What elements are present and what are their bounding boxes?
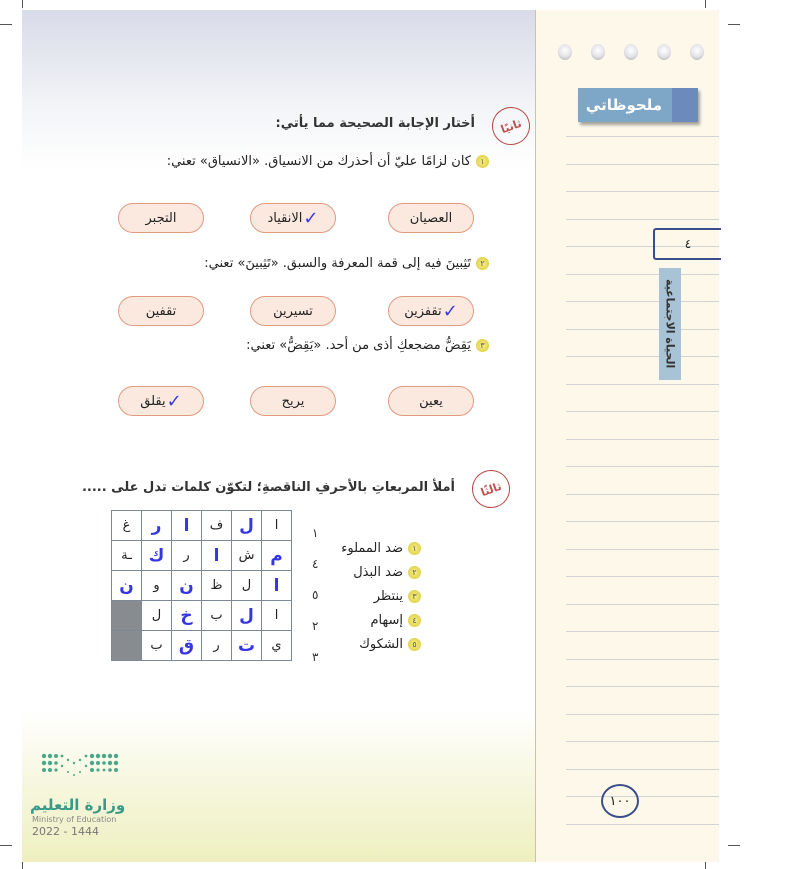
- grid-cell: و: [142, 571, 172, 601]
- grid-cell-blank: [112, 601, 142, 631]
- question-1: [167, 154, 489, 169]
- notes-tab-accent: [672, 88, 698, 122]
- grid-cell: ا: [262, 511, 292, 541]
- page-number: ١٠٠: [601, 784, 639, 818]
- note-line: [566, 494, 719, 495]
- grid-cell: ر: [172, 541, 202, 571]
- crop-mark: [728, 845, 740, 846]
- clue-item: [359, 637, 421, 652]
- note-line: [566, 686, 719, 687]
- crop-mark: [705, 0, 706, 8]
- question-number: ٣: [476, 339, 489, 352]
- question-2: [204, 256, 489, 271]
- option-button-selected[interactable]: [118, 386, 204, 416]
- note-line: [566, 384, 719, 385]
- clue-item: [341, 541, 421, 556]
- check-icon: ✓: [303, 207, 319, 229]
- grid-cell-filled[interactable]: م: [262, 541, 292, 571]
- grid-cell: ف: [202, 511, 232, 541]
- notes-title-text: ملحوظاتي: [585, 96, 663, 114]
- chapter-number: ٤: [653, 228, 721, 260]
- check-icon: ✓: [166, 390, 182, 412]
- binder-hole-icon: [624, 44, 638, 60]
- note-line: [566, 356, 719, 357]
- clue-item: [353, 565, 421, 580]
- ministry-name-english: Ministry of Education: [32, 815, 117, 824]
- option-label: الانقياد: [267, 210, 303, 226]
- option-label: التجبر: [145, 210, 177, 226]
- grid-cell: ي: [262, 631, 292, 661]
- section-instruction: أختار الإجابة الصحيحة مما يأتي:: [275, 116, 475, 131]
- section-badge: ثانيًا: [487, 102, 536, 151]
- notes-panel: [535, 10, 719, 862]
- grid-cell: غ: [112, 511, 142, 541]
- option-button-selected[interactable]: [250, 203, 336, 233]
- note-line: [566, 769, 719, 770]
- option-button[interactable]: [388, 203, 474, 233]
- clue-text: ضد المملوء: [341, 541, 403, 556]
- note-line: [566, 631, 719, 632]
- row-number: ٢: [312, 619, 319, 633]
- clue-number: ٢: [408, 566, 421, 579]
- clue-item: [374, 589, 421, 604]
- row-number: ٤: [312, 557, 319, 571]
- grid-cell: ل: [142, 601, 172, 631]
- grid-cell-filled[interactable]: ن: [112, 571, 142, 601]
- crop-mark: [22, 0, 23, 8]
- clue-text: الشكوك: [359, 637, 403, 652]
- grid-cell: ب: [202, 601, 232, 631]
- note-line: [566, 521, 719, 522]
- ministry-logo-icon: [30, 750, 130, 790]
- note-line: [566, 659, 719, 660]
- clue-number: ٤: [408, 614, 421, 627]
- grid-cell-filled[interactable]: خ: [172, 601, 202, 631]
- grid-cell-filled[interactable]: ا: [202, 541, 232, 571]
- row-number: ٥: [312, 588, 319, 602]
- option-button[interactable]: [250, 296, 336, 326]
- option-label: تقفين: [145, 303, 177, 319]
- grid-row: [112, 631, 292, 661]
- note-line: [566, 741, 719, 742]
- grid-cell: ش: [232, 541, 262, 571]
- textbook-page: [22, 10, 535, 862]
- grid-cell-filled[interactable]: ك: [142, 541, 172, 571]
- note-line: [566, 796, 719, 797]
- note-line: [566, 714, 719, 715]
- row-number: ٣: [312, 650, 319, 664]
- grid-cell-filled[interactable]: ت: [232, 631, 262, 661]
- grid-cell: ا: [262, 601, 292, 631]
- chapter-title: الحياة الاجتماعية: [659, 268, 681, 380]
- grid-row: [112, 601, 292, 631]
- option-button-selected[interactable]: [388, 296, 474, 326]
- grid-cell-filled[interactable]: ق: [172, 631, 202, 661]
- clue-text: إسهام: [370, 613, 403, 628]
- question-number: ١: [476, 155, 489, 168]
- note-line: [566, 439, 719, 440]
- crop-mark: [0, 24, 12, 25]
- crop-mark: [705, 862, 706, 869]
- binder-hole-icon: [591, 44, 605, 60]
- question-number: ٢: [476, 257, 489, 270]
- option-button[interactable]: [388, 386, 474, 416]
- academic-year: 2022 - 1444: [32, 825, 99, 838]
- question-text: كان لزامًا عليّ أن أحذرك من الانسياق. «الانسياق» تعني:: [166, 154, 471, 169]
- option-button[interactable]: [250, 386, 336, 416]
- check-icon: ✓: [442, 300, 458, 322]
- grid-cell-filled[interactable]: ا: [172, 511, 202, 541]
- grid-cell: ل: [232, 571, 262, 601]
- section-badge: ثالثًا: [467, 465, 516, 514]
- option-button[interactable]: [118, 203, 204, 233]
- clue-text: ضد البذل: [353, 565, 403, 580]
- question-text: تَثِبينَ فيه إلى قمة المعرفة والسبق. «تَثِبينَ» تعني:: [204, 256, 471, 271]
- row-number: ١: [312, 526, 319, 540]
- option-label: يعين: [419, 393, 443, 409]
- clue-number: ٣: [408, 590, 421, 603]
- note-line: [566, 219, 719, 220]
- note-line: [566, 191, 719, 192]
- notes-title: [578, 88, 698, 122]
- option-label: العصيان: [409, 210, 453, 226]
- binder-hole-icon: [690, 44, 704, 60]
- note-line: [566, 411, 719, 412]
- note-line: [566, 274, 719, 275]
- crop-mark: [0, 845, 12, 846]
- option-label: يريح: [281, 393, 305, 409]
- grid-cell: ب: [142, 631, 172, 661]
- option-button[interactable]: [118, 296, 204, 326]
- clue-text: ينتظر: [373, 589, 403, 604]
- grid-cell-filled[interactable]: ل: [232, 601, 262, 631]
- clue-item: [370, 613, 421, 628]
- grid-cell: ر: [202, 631, 232, 661]
- note-line: [566, 549, 719, 550]
- question-3: [246, 338, 489, 353]
- option-label: تسيرين: [273, 303, 313, 319]
- grid-cell-filled[interactable]: ا: [262, 571, 292, 601]
- note-line: [566, 604, 719, 605]
- clue-number: ٥: [408, 638, 421, 651]
- grid-row: [112, 571, 292, 601]
- note-line: [566, 329, 719, 330]
- grid-cell-filled[interactable]: ل: [232, 511, 262, 541]
- option-label: تقفزين: [404, 303, 442, 319]
- clue-number: ١: [408, 542, 421, 555]
- note-line: [566, 824, 719, 825]
- note-line: [566, 466, 719, 467]
- binder-hole-icon: [558, 44, 572, 60]
- grid-row: [112, 511, 292, 541]
- note-line: [566, 136, 719, 137]
- binder-hole-icon: [657, 44, 671, 60]
- grid-cell: ظ: [202, 571, 232, 601]
- grid-cell-filled[interactable]: ر: [142, 511, 172, 541]
- option-label: يقلق: [140, 393, 166, 409]
- crop-mark: [728, 24, 740, 25]
- ministry-name-arabic: وزارة التعليم: [30, 796, 126, 814]
- letter-grid: [111, 510, 292, 661]
- note-line: [566, 576, 719, 577]
- note-line: [566, 301, 719, 302]
- grid-row: [112, 541, 292, 571]
- crop-mark: [22, 862, 23, 869]
- section-instruction: أملأ المربعاتِ بالأحرفِ الناقصةِ؛ لتكوّن كلمات تدل على .....: [81, 480, 455, 495]
- grid-cell-filled[interactable]: ن: [172, 571, 202, 601]
- note-line: [566, 164, 719, 165]
- grid-cell: ـة: [112, 541, 142, 571]
- grid-cell-blank: [112, 631, 142, 661]
- question-text: يَقِضُّ مضجعكِ أذى من أحد. «يَقِضُّ» تعني:: [246, 338, 471, 353]
